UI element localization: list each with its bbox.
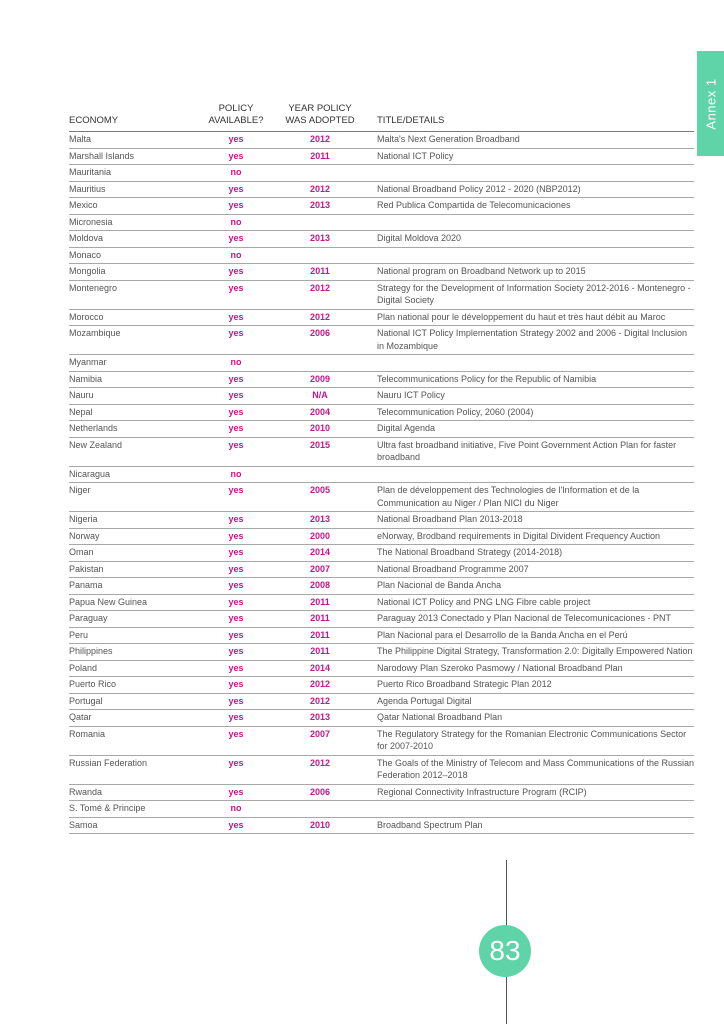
cell-policy-available: yes xyxy=(207,231,265,248)
cell-policy-available: yes xyxy=(207,594,265,611)
table-row xyxy=(69,644,694,661)
cell-title-details: Agenda Portugal Digital xyxy=(375,693,694,710)
table-row xyxy=(69,437,694,466)
table-row xyxy=(69,801,694,818)
cell-economy: Marshall Islands xyxy=(69,148,207,165)
page-number: 83 xyxy=(489,935,521,966)
table-row xyxy=(69,784,694,801)
cell-year-adopted: 2010 xyxy=(265,817,375,834)
cell-title-details: National ICT Policy Implementation Strategy 2002 and 2006 - Digital Inclusion in Mozambique xyxy=(375,326,694,355)
table-row xyxy=(69,755,694,784)
cell-economy: Mauritania xyxy=(69,165,207,182)
cell-year-adopted xyxy=(265,214,375,231)
cell-year-adopted: 2011 xyxy=(265,594,375,611)
table-row xyxy=(69,148,694,165)
table-row xyxy=(69,561,694,578)
table-row xyxy=(69,545,694,562)
cell-economy: Malta xyxy=(69,132,207,149)
cell-policy-available: yes xyxy=(207,660,265,677)
cell-title-details: Narodowy Plan Szeroko Pasmowy / National Broadband Plan xyxy=(375,660,694,677)
cell-year-adopted: 2013 xyxy=(265,512,375,529)
cell-policy-available: yes xyxy=(207,280,265,309)
cell-title-details: National ICT Policy and PNG LNG Fibre cable project xyxy=(375,594,694,611)
cell-policy-available: yes xyxy=(207,198,265,215)
cell-economy: Nepal xyxy=(69,404,207,421)
cell-policy-available: yes xyxy=(207,483,265,512)
cell-title-details: The Goals of the Ministry of Telecom and Mass Communications of the Russian Federation 2012–2018 xyxy=(375,755,694,784)
table-row xyxy=(69,611,694,628)
cell-title-details: Nauru ICT Policy xyxy=(375,388,694,405)
cell-policy-available: yes xyxy=(207,264,265,281)
cell-economy: Niger xyxy=(69,483,207,512)
cell-economy: Netherlands xyxy=(69,421,207,438)
table-row xyxy=(69,198,694,215)
cell-policy-available: yes xyxy=(207,512,265,529)
cell-title-details: The Regulatory Strategy for the Romanian Electronic Communications Sector for 2007-2010 xyxy=(375,726,694,755)
cell-year-adopted: 2006 xyxy=(265,784,375,801)
cell-title-details: Ultra fast broadband initiative, Five Point Government Action Plan for faster broadband xyxy=(375,437,694,466)
cell-policy-available: yes xyxy=(207,371,265,388)
cell-policy-available: yes xyxy=(207,561,265,578)
policy-table-container xyxy=(69,103,694,834)
cell-economy: Mauritius xyxy=(69,181,207,198)
cell-title-details: National Broadband Programme 2007 xyxy=(375,561,694,578)
cell-year-adopted: 2011 xyxy=(265,627,375,644)
cell-year-adopted: 2004 xyxy=(265,404,375,421)
cell-economy: Nauru xyxy=(69,388,207,405)
cell-economy: Nicaragua xyxy=(69,466,207,483)
cell-title-details: Regional Connectivity Infrastructure Program (RCIP) xyxy=(375,784,694,801)
cell-year-adopted: 2000 xyxy=(265,528,375,545)
cell-policy-available: no xyxy=(207,801,265,818)
cell-title-details: Red Publica Compartida de Telecomunicaciones xyxy=(375,198,694,215)
cell-title-details: Plan Nacional para el Desarrollo de la Banda Ancha en el Perú xyxy=(375,627,694,644)
cell-title-details: Puerto Rico Broadband Strategic Plan 2012 xyxy=(375,677,694,694)
cell-year-adopted: 2012 xyxy=(265,693,375,710)
cell-year-adopted xyxy=(265,247,375,264)
table-row xyxy=(69,693,694,710)
cell-title-details: eNorway, Brodband requirements in Digital Divident Frequency Auction xyxy=(375,528,694,545)
cell-economy: Paraguay xyxy=(69,611,207,628)
cell-economy: Russian Federation xyxy=(69,755,207,784)
table-row xyxy=(69,214,694,231)
cell-economy: Montenegro xyxy=(69,280,207,309)
cell-title-details xyxy=(375,355,694,372)
policy-table xyxy=(69,103,694,834)
cell-policy-available: yes xyxy=(207,726,265,755)
cell-policy-available: no xyxy=(207,165,265,182)
cell-economy: Morocco xyxy=(69,309,207,326)
cell-economy: Myanmar xyxy=(69,355,207,372)
cell-economy: Qatar xyxy=(69,710,207,727)
cell-economy: Moldova xyxy=(69,231,207,248)
cell-policy-available: yes xyxy=(207,784,265,801)
table-row xyxy=(69,594,694,611)
cell-title-details: Digital Agenda xyxy=(375,421,694,438)
table-row xyxy=(69,309,694,326)
cell-policy-available: yes xyxy=(207,309,265,326)
header-policy-available: POLICY AVAILABLE? xyxy=(207,103,265,132)
cell-policy-available: no xyxy=(207,214,265,231)
cell-economy: Papua New Guinea xyxy=(69,594,207,611)
cell-policy-available: yes xyxy=(207,611,265,628)
table-row xyxy=(69,132,694,149)
cell-economy: Norway xyxy=(69,528,207,545)
cell-economy: Namibia xyxy=(69,371,207,388)
cell-policy-available: yes xyxy=(207,817,265,834)
cell-policy-available: yes xyxy=(207,644,265,661)
table-row xyxy=(69,660,694,677)
cell-economy: Nigeria xyxy=(69,512,207,529)
cell-economy: Mexico xyxy=(69,198,207,215)
cell-policy-available: yes xyxy=(207,148,265,165)
table-row xyxy=(69,165,694,182)
cell-year-adopted: 2005 xyxy=(265,483,375,512)
table-row xyxy=(69,627,694,644)
cell-title-details xyxy=(375,801,694,818)
cell-policy-available: yes xyxy=(207,693,265,710)
cell-year-adopted: N/A xyxy=(265,388,375,405)
table-row xyxy=(69,817,694,834)
cell-title-details: Telecommunication Policy, 2060 (2004) xyxy=(375,404,694,421)
table-row xyxy=(69,247,694,264)
table-body xyxy=(69,132,694,834)
cell-policy-available: yes xyxy=(207,677,265,694)
cell-title-details xyxy=(375,247,694,264)
cell-economy: Rwanda xyxy=(69,784,207,801)
cell-economy: Mongolia xyxy=(69,264,207,281)
cell-year-adopted: 2006 xyxy=(265,326,375,355)
cell-economy: Puerto Rico xyxy=(69,677,207,694)
cell-year-adopted: 2013 xyxy=(265,231,375,248)
cell-title-details: National ICT Policy xyxy=(375,148,694,165)
cell-policy-available: yes xyxy=(207,710,265,727)
cell-title-details: Plan de développement des Technologies de l'Information et de la Communication au Niger / Plan NICI du Niger xyxy=(375,483,694,512)
cell-economy: Monaco xyxy=(69,247,207,264)
cell-economy: Panama xyxy=(69,578,207,595)
cell-year-adopted: 2012 xyxy=(265,132,375,149)
annex-label: Annex 1 xyxy=(703,77,718,130)
cell-year-adopted: 2012 xyxy=(265,677,375,694)
cell-year-adopted xyxy=(265,165,375,182)
cell-economy: Romania xyxy=(69,726,207,755)
cell-year-adopted: 2015 xyxy=(265,437,375,466)
cell-title-details: Qatar National Broadband Plan xyxy=(375,710,694,727)
page-number-badge xyxy=(479,925,531,977)
header-title-details: TITLE/DETAILS xyxy=(375,103,694,132)
cell-economy: Poland xyxy=(69,660,207,677)
cell-year-adopted: 2011 xyxy=(265,264,375,281)
cell-economy: Oman xyxy=(69,545,207,562)
cell-economy: Micronesia xyxy=(69,214,207,231)
cell-economy: Samoa xyxy=(69,817,207,834)
cell-title-details: Plan national pour le développement du haut et très haut débit au Maroc xyxy=(375,309,694,326)
table-row xyxy=(69,371,694,388)
cell-policy-available: yes xyxy=(207,181,265,198)
cell-title-details: National program on Broadband Network up to 2015 xyxy=(375,264,694,281)
cell-year-adopted: 2009 xyxy=(265,371,375,388)
cell-title-details: The National Broadband Strategy (2014-2018) xyxy=(375,545,694,562)
cell-policy-available: yes xyxy=(207,528,265,545)
cell-year-adopted: 2010 xyxy=(265,421,375,438)
cell-year-adopted: 2013 xyxy=(265,710,375,727)
header-economy: ECONOMY xyxy=(69,103,207,132)
cell-year-adopted: 2012 xyxy=(265,755,375,784)
cell-title-details xyxy=(375,214,694,231)
table-row xyxy=(69,388,694,405)
cell-title-details: Paraguay 2013 Conectado y Plan Nacional de Telecomunicaciones - PNT xyxy=(375,611,694,628)
table-row xyxy=(69,528,694,545)
table-row xyxy=(69,231,694,248)
cell-title-details: Malta's Next Generation Broadband xyxy=(375,132,694,149)
cell-year-adopted: 2011 xyxy=(265,148,375,165)
cell-policy-available: yes xyxy=(207,545,265,562)
cell-year-adopted xyxy=(265,466,375,483)
table-row xyxy=(69,355,694,372)
cell-policy-available: no xyxy=(207,247,265,264)
cell-title-details: The Philippine Digital Strategy, Transformation 2.0: Digitally Empowered Nation xyxy=(375,644,694,661)
cell-year-adopted: 2012 xyxy=(265,181,375,198)
cell-year-adopted: 2011 xyxy=(265,644,375,661)
table-row xyxy=(69,726,694,755)
table-row xyxy=(69,264,694,281)
table-row xyxy=(69,710,694,727)
cell-year-adopted xyxy=(265,355,375,372)
cell-policy-available: yes xyxy=(207,421,265,438)
cell-year-adopted xyxy=(265,801,375,818)
cell-policy-available: yes xyxy=(207,326,265,355)
cell-title-details: National Broadband Plan 2013-2018 xyxy=(375,512,694,529)
cell-economy: Philippines xyxy=(69,644,207,661)
cell-year-adopted: 2014 xyxy=(265,545,375,562)
cell-title-details xyxy=(375,466,694,483)
cell-year-adopted: 2007 xyxy=(265,726,375,755)
cell-economy: Pakistan xyxy=(69,561,207,578)
cell-policy-available: yes xyxy=(207,404,265,421)
cell-year-adopted: 2007 xyxy=(265,561,375,578)
table-row xyxy=(69,326,694,355)
cell-year-adopted: 2013 xyxy=(265,198,375,215)
cell-policy-available: yes xyxy=(207,437,265,466)
cell-policy-available: yes xyxy=(207,388,265,405)
header-year-adopted: YEAR POLICY WAS ADOPTED xyxy=(265,103,375,132)
table-row xyxy=(69,181,694,198)
cell-economy: Portugal xyxy=(69,693,207,710)
cell-economy: Peru xyxy=(69,627,207,644)
table-row xyxy=(69,512,694,529)
cell-policy-available: yes xyxy=(207,578,265,595)
cell-year-adopted: 2012 xyxy=(265,280,375,309)
annex-tab xyxy=(697,51,724,156)
cell-policy-available: yes xyxy=(207,132,265,149)
cell-title-details: Plan Nacional de Banda Ancha xyxy=(375,578,694,595)
cell-economy: S. Tomé & Principe xyxy=(69,801,207,818)
cell-year-adopted: 2014 xyxy=(265,660,375,677)
cell-year-adopted: 2012 xyxy=(265,309,375,326)
table-row xyxy=(69,578,694,595)
cell-title-details: Telecommunications Policy for the Republic of Namibia xyxy=(375,371,694,388)
cell-policy-available: yes xyxy=(207,755,265,784)
cell-title-details: National Broadband Policy 2012 - 2020 (NBP2012) xyxy=(375,181,694,198)
cell-year-adopted: 2008 xyxy=(265,578,375,595)
table-header-row xyxy=(69,103,694,132)
cell-policy-available: no xyxy=(207,355,265,372)
cell-title-details: Strategy for the Development of Information Society 2012-2016 - Montenegro - Digital Society xyxy=(375,280,694,309)
cell-policy-available: yes xyxy=(207,627,265,644)
table-row xyxy=(69,404,694,421)
cell-title-details xyxy=(375,165,694,182)
cell-policy-available: no xyxy=(207,466,265,483)
cell-economy: New Zealand xyxy=(69,437,207,466)
cell-title-details: Digital Moldova 2020 xyxy=(375,231,694,248)
table-row xyxy=(69,280,694,309)
table-row xyxy=(69,483,694,512)
cell-year-adopted: 2011 xyxy=(265,611,375,628)
table-row xyxy=(69,466,694,483)
cell-economy: Mozambique xyxy=(69,326,207,355)
cell-title-details: Broadband Spectrum Plan xyxy=(375,817,694,834)
table-row xyxy=(69,677,694,694)
table-row xyxy=(69,421,694,438)
